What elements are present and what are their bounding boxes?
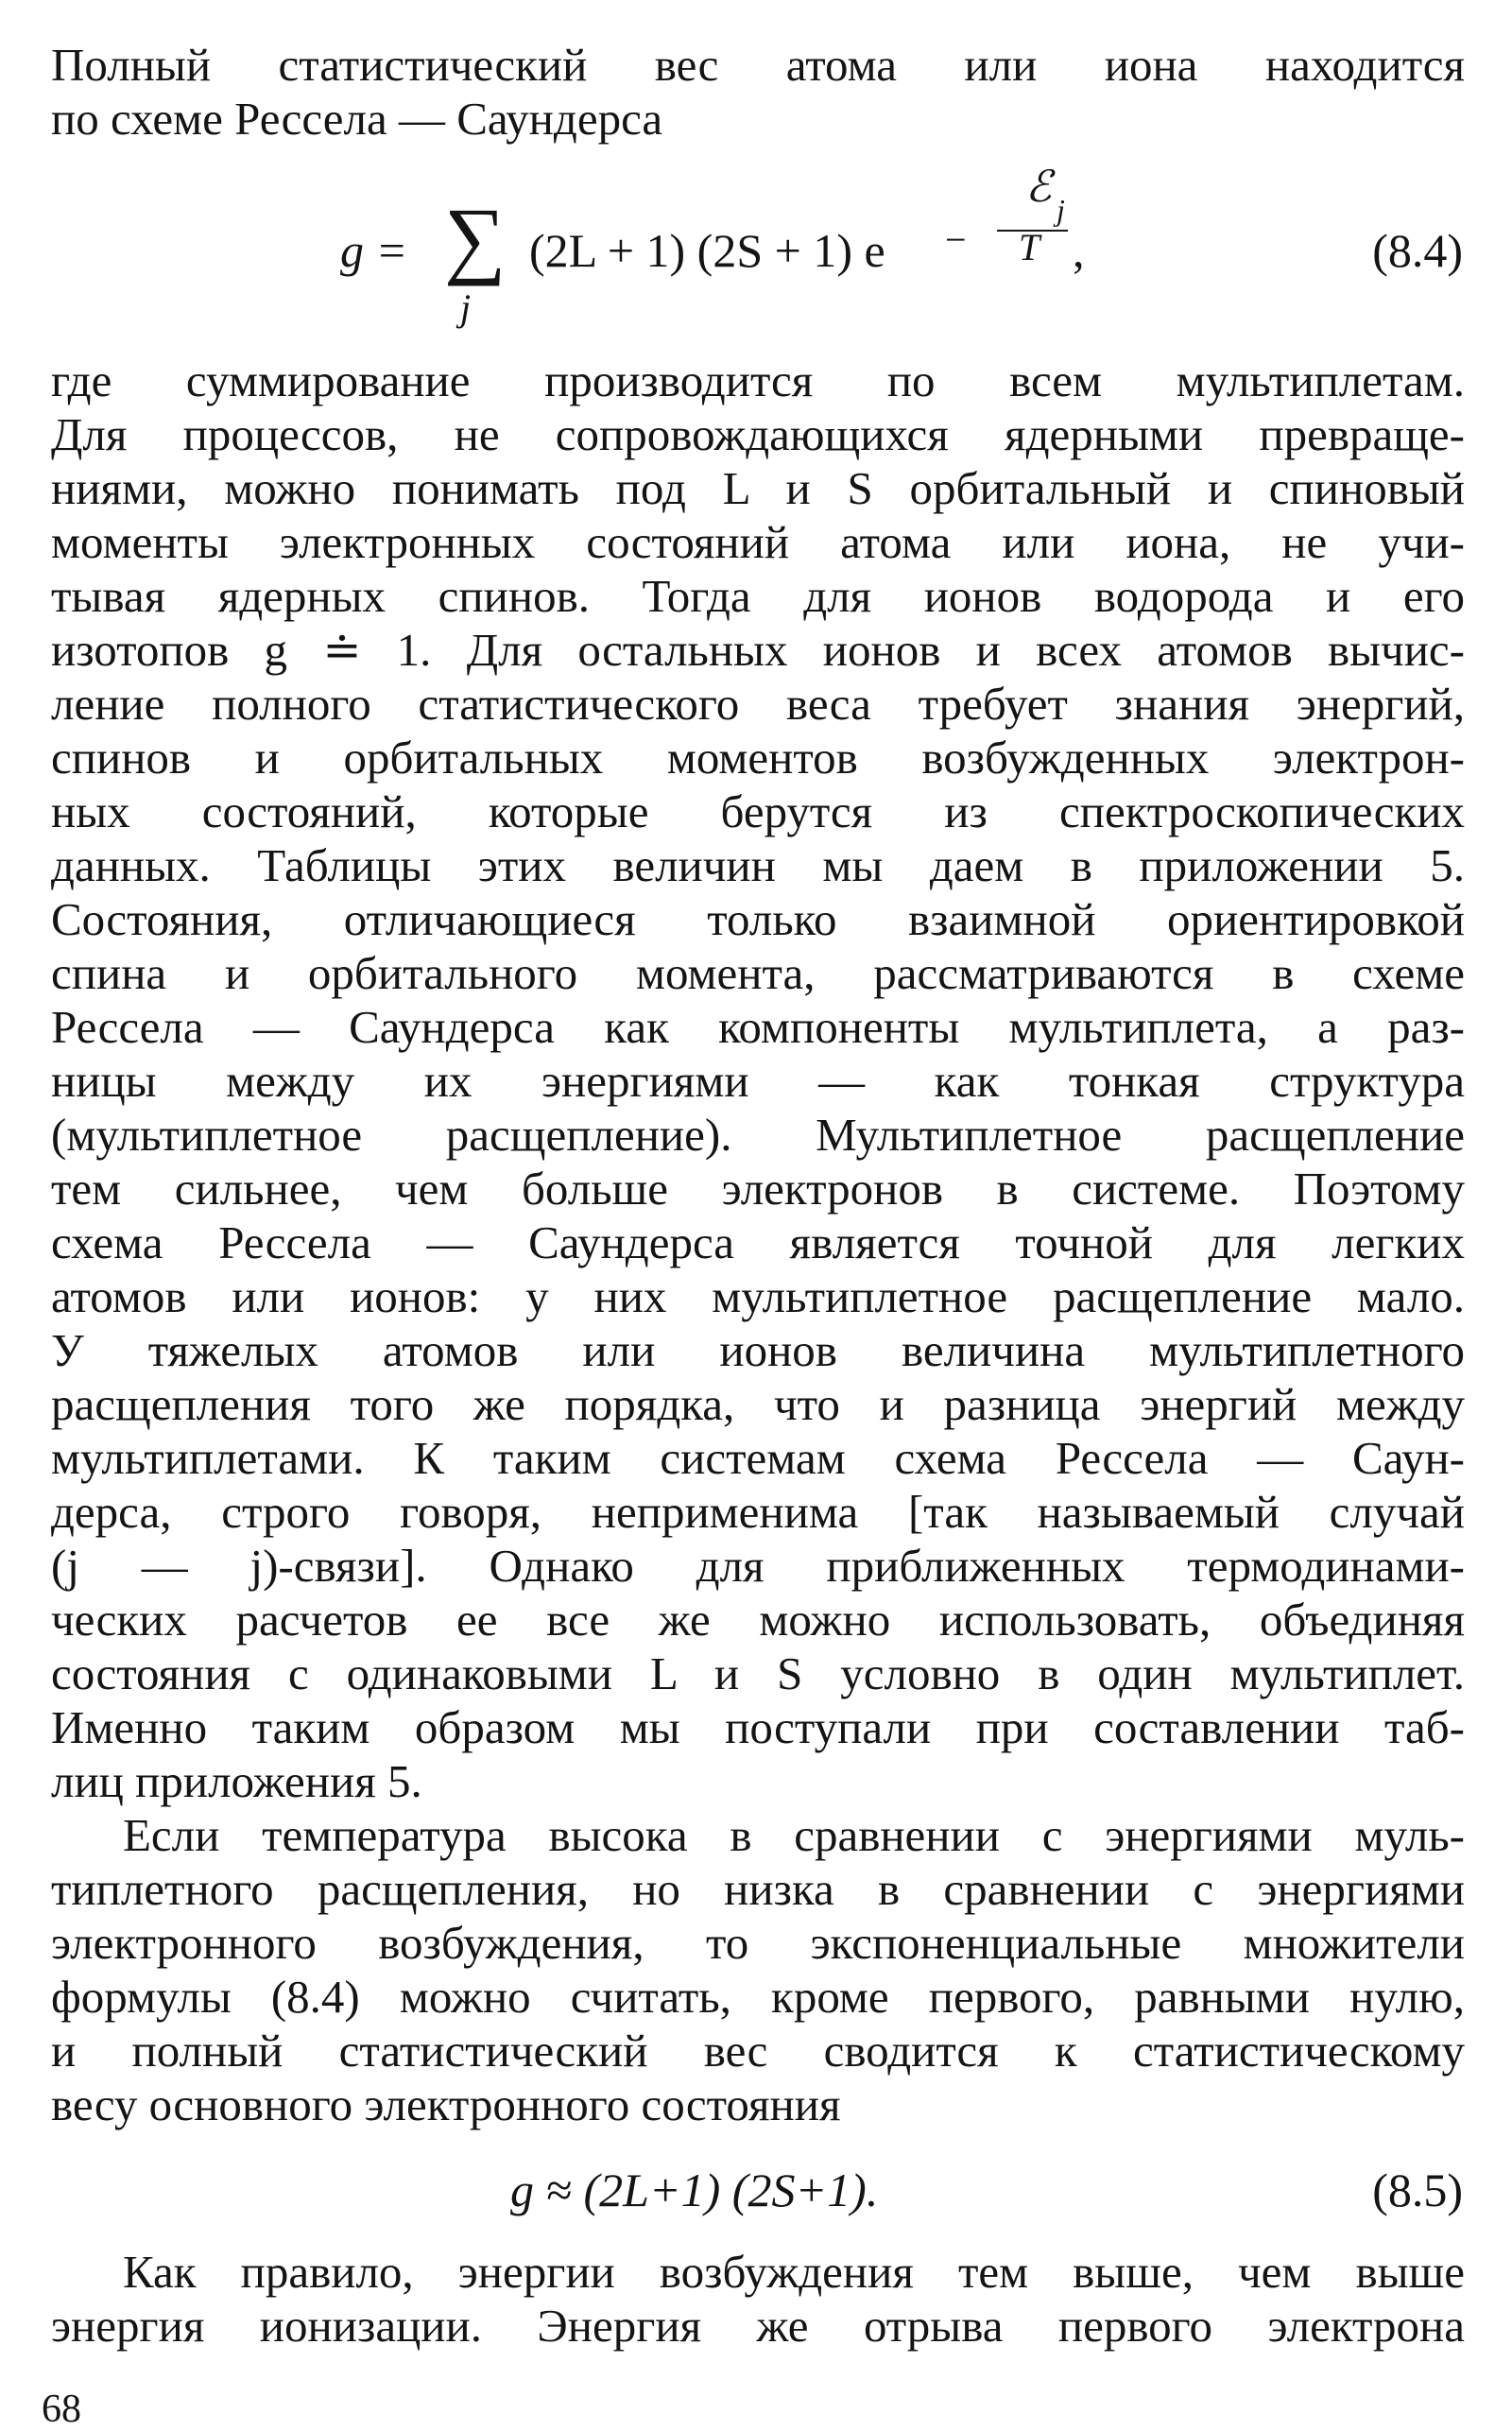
- text-line: Для процессов, не сопровождающихся ядерными превраще-: [51, 408, 1465, 460]
- text-line: спинов и орбитальных моментов возбужденных электрон-: [51, 732, 1465, 784]
- text-line: изотопов g ≐ 1. Для остальных ионов и всех атомов вычис-: [51, 624, 1465, 676]
- text-line: энергия ионизации. Энергия же отрыва первого электрона: [51, 2300, 1465, 2352]
- text-line: данных. Таблицы этих величин мы даем в приложении 5.: [51, 839, 1465, 891]
- text-line: типлетного расщепления, но низка в сравнении с энергиями: [51, 1863, 1465, 1915]
- text-line: (j — j)-связи]. Однако для приближенных термодинами-: [51, 1540, 1465, 1592]
- text-line: Если температура высока в сравнении с энергиями муль-: [123, 1809, 1465, 1861]
- text-line: весу основного электронного состояния: [51, 2078, 841, 2130]
- text-line: тем сильнее, чем больше электронов в системе. Поэтому: [51, 1163, 1465, 1215]
- equation-lhs: g =: [340, 224, 408, 277]
- text-line: состояния с одинаковыми L и S условно в один мультиплет.: [51, 1647, 1465, 1699]
- text-line: (мультиплетное расщепление). Мультиплетное расщепление: [51, 1109, 1465, 1161]
- sum-index: j: [460, 286, 472, 329]
- text-line: ниями, можно понимать под L и S орбитальный и спиновый: [51, 462, 1465, 514]
- text-line: ницы между их энергиями — как тонкая структура: [51, 1055, 1465, 1107]
- text-line: Именно таким образом мы поступали при составлении таб-: [51, 1701, 1465, 1753]
- sum-symbol: ∑: [444, 190, 507, 286]
- text-line: дерса, строго говоря, неприменима [так называемый случай: [51, 1486, 1465, 1538]
- text-line: ческих расчетов ее все же можно использовать, объединяя: [51, 1594, 1465, 1646]
- text-line: ных состояний, которые берутся из спектроскопических: [51, 785, 1465, 837]
- exponent-numerator-index: j: [1057, 193, 1065, 227]
- text-line: и полный статистический вес сводится к статистическому: [51, 2025, 1465, 2077]
- text-line: по схеме Рессела — Саундерса: [51, 93, 663, 145]
- text-line: атомов или ионов: у них мультиплетное расщепление мало.: [51, 1270, 1465, 1322]
- text-line: Состояния, отличающиеся только взаимной ориентировкой: [51, 893, 1465, 945]
- text-line: лиц приложения 5.: [51, 1755, 422, 1807]
- equation-body: g ≈ (2L+1) (2S+1).: [510, 2164, 879, 2216]
- exponent-minus: −: [945, 218, 967, 261]
- exponent-numerator: ℰ: [1025, 163, 1052, 211]
- exponent-denominator: T: [1019, 226, 1040, 268]
- text-line: спина и орбитального момента, рассматриваются в схеме: [51, 947, 1465, 999]
- text-line: тывая ядерных спинов. Тогда для ионов водорода и его: [51, 570, 1465, 622]
- text-line: мультиплетами. К таким системам схема Рессела — Саун-: [51, 1432, 1465, 1484]
- text-line: Полный статистический вес атома или иона находится: [51, 39, 1465, 91]
- text-line: расщепления того же порядка, что и разница энергий между: [51, 1378, 1465, 1430]
- text-line: где суммирование производится по всем мультиплетам.: [51, 354, 1465, 406]
- text-line: электронного возбуждения, то экспоненциальные множители: [51, 1917, 1465, 1969]
- equation-number: (8.5): [1372, 2164, 1463, 2216]
- text-line: моменты электронных состояний атома или иона, не учи-: [51, 516, 1465, 568]
- text-line: У тяжелых атомов или ионов величина мультиплетного: [51, 1324, 1465, 1376]
- page-number: 68: [42, 2388, 81, 2431]
- equation-comma: ,: [1073, 224, 1085, 277]
- text-line: схема Рессела — Саундерса является точной для легких: [51, 1216, 1465, 1268]
- equation-body: (2L + 1) (2S + 1) e: [529, 224, 885, 277]
- text-line: формулы (8.4) можно считать, кроме первого, равными нулю,: [51, 1971, 1465, 2023]
- text-line: Рессела — Саундерса как компоненты мультиплета, а раз-: [51, 1001, 1465, 1053]
- text-line: ление полного статистического веса требует знания энергий,: [51, 678, 1465, 730]
- text-line: Как правило, энергии возбуждения тем выше, чем выше: [123, 2246, 1465, 2298]
- equation-number: (8.4): [1372, 224, 1463, 277]
